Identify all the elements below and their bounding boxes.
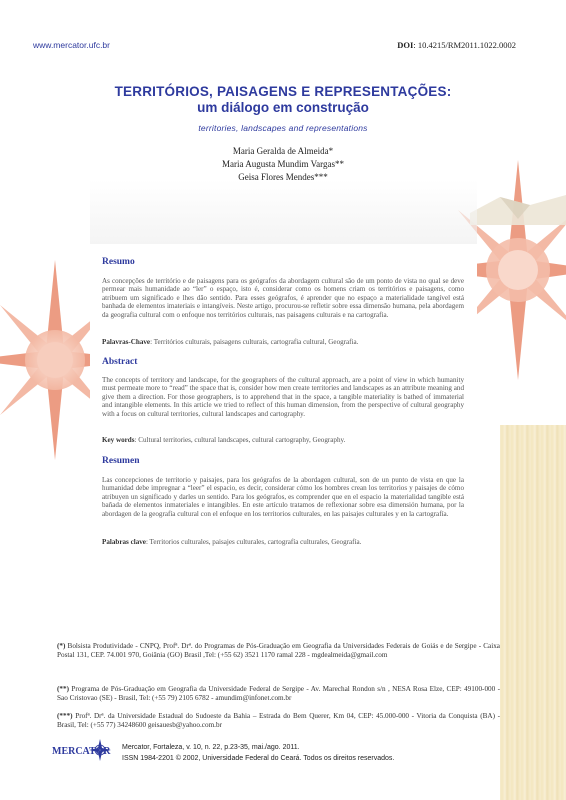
- abstract-keywords: [102, 436, 464, 444]
- resumo-keywords-value: : Territórios culturais, paisagens culturais, cartografia cultural, Geografia.: [150, 338, 359, 346]
- mercator-logo: [52, 738, 120, 762]
- abstract-body: The concepts of territory and landscape, for the geographers of the cultural approach, are a point of view in which humanity must permeate more to “read” the space that is, consider how men create territories and landscapes as an attribute meaning and give them a direction. For those geographers, is to apprehend that in the space, a tangible materiality is bathed of immaterial and intangible elements. In this article we tried to reflect of this human dimension, from the perspective of cultural geography with a focus on cultural territories, cultural landscapes and cartography.: [102, 376, 464, 418]
- footnote-1: [57, 642, 500, 661]
- author-2: Maria Augusta Mundim Vargas**: [222, 159, 344, 169]
- journal-url-link[interactable]: www.mercator.ufc.br: [33, 40, 110, 50]
- citation-line: Mercator, Fortaleza, v. 10, n. 22, p.23-35, mai./ago. 2011.: [122, 744, 300, 751]
- doi-reference[interactable]: [397, 40, 516, 50]
- article-subtitle: um diálogo em construção: [197, 100, 369, 115]
- title-block: [0, 84, 566, 133]
- english-title: territories, landscapes and representations: [198, 123, 368, 133]
- logo-text: MERCATOR: [52, 746, 111, 757]
- footnote-3-mark: (***): [57, 712, 73, 720]
- abstract-keywords-label: Key words: [102, 436, 135, 444]
- footnote-1-text: Bolsista Produtividade - CNPQ, Profª. Drª. do Programas de Pós-Graduação em Geografia da Universidades Federais de Goiás e de Sergipe - Caixa Postal 131, CEP. 74.001 970, Goiânia (GO) Brasil ,Tel: (+55 62) 3521 1170 ramal 228 - mgdealmeida@gmail.com: [57, 642, 500, 660]
- doi-label: DOI: [397, 40, 414, 50]
- parchment-texture-decoration: [500, 425, 566, 800]
- author-3: Geisa Flores Mendes***: [238, 172, 328, 182]
- abstract-heading: Abstract: [102, 357, 138, 367]
- resumen-keywords-label: Palabras clave: [102, 538, 146, 546]
- doi-value: : 10.4215/RM2011.1022.0002: [413, 40, 516, 50]
- resumen-body: Las concepciones de territorio y paisajes, para los geógrafos de la abordagen cultural, son de un punto de vista en que la humanidad debe impregnar a “leer” el espacio, es decir, considerar cómo los hombres crean los territorios y paisajes de cómo atribuyen un significado y darles un sentido. Para los geógrafos, es comprender que en el espacio la materialidad tangible está bañada de elementos inmateriales e intangibles. En este artículo tratamos de reflexionar sobre esa dimensión humana, por la abordagen de la geografía cultural con el enfoque en los territorios culturales, en las paisajes culturales y en la cartografía.: [102, 476, 464, 518]
- resumo-heading: Resumo: [102, 257, 135, 267]
- footnote-3-text: Profª. Drª. da Universidade Estadual do Sudoeste da Bahia – Estrada do Bem Querer, Km 04, CEP: 45.000-000 - Vitoria da Conquista (BA) - Brasil, Tel: (+55 77) 34248600 geisauesb@yahoo.com.br: [57, 712, 500, 730]
- footnote-1-mark: (*): [57, 642, 66, 650]
- resumo-keywords-label: Palavras-Chave: [102, 338, 151, 346]
- footnote-2: [57, 685, 500, 704]
- resumen-heading: Resumen: [102, 456, 140, 466]
- author-1: Maria Geralda de Almeida*: [232, 146, 334, 156]
- author-list: [0, 145, 566, 184]
- panel-shadow: [90, 180, 477, 244]
- article-title: TERRITÓRIOS, PAISAGENS E REPRESENTAÇÕES:: [114, 84, 452, 99]
- resumen-keywords: [102, 538, 464, 546]
- footnote-2-text: Programa de Pós-Graduação em Geografia da Universidade Federal de Sergipe - Av. Marechal Rondon s/n , NESA Rosa Elze, CEP: 49100-000 - Sao Cristovao (SE) - Brasil, Tel: (+55 79) 2105 6782 - amundim@infonet.com.br: [57, 685, 500, 703]
- resumo-body: As concepções de território e de paisagens para os geógrafos da abordagem cultural são de um ponto de vista no qual se deve permear mais humanidade ao “ler” o espaço, isto é, considerar como os homens criam os territórios e paisagens, como atribuem um significado e lhes dão sentido. Para esses geógrafos, é aprender que no espaço a materialidade tangível está banhada de elementos imateriais e intangíveis. Neste artigo, procurou-se refletir sobre essa dimensão humana, pela abordagem da geografia cultural com o enfoque nos territórios culturais, nas paisagens culturais e na cartografia.: [102, 277, 464, 319]
- footnote-2-mark: (**): [57, 685, 69, 693]
- abstract-keywords-value: : Cultural territories, cultural landscapes, cultural cartography, Geography.: [134, 436, 346, 444]
- issn-line: ISSN 1984-2201 © 2002, Universidade Federal do Ceará. Todos os direitos reservados.: [122, 755, 395, 762]
- crumpled-paper-decoration: [470, 195, 566, 225]
- resumo-keywords: [102, 338, 464, 346]
- resumen-keywords-value: : Territorios culturales, paisajes culturales, cartografía culturales, Geografía.: [145, 538, 362, 546]
- footnote-3: [57, 712, 500, 731]
